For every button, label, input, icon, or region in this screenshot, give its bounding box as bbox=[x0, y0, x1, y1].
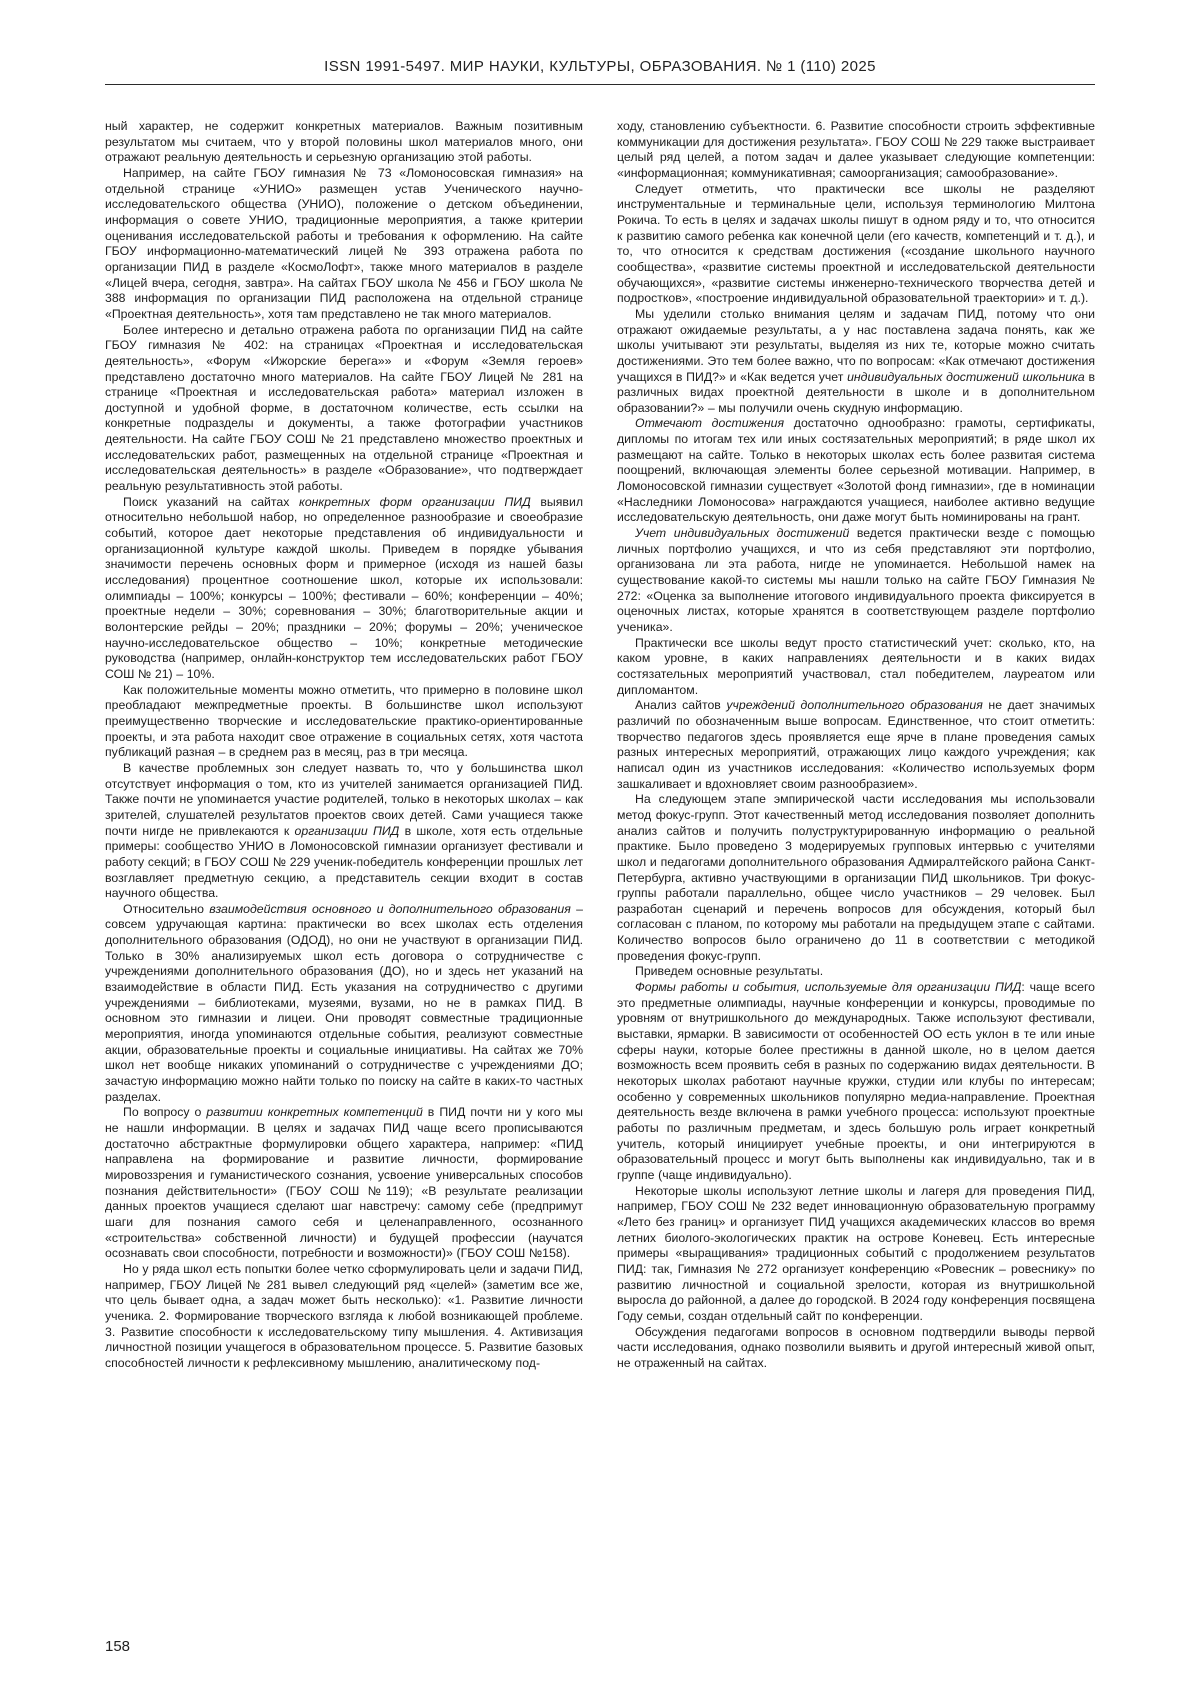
body-text: На следующем этапе эмпирической части исследования мы использовали метод фокус-групп. Этот качественный метод исследования позволяет дополнить анализ сайтов и получить полуструктурированную информацию о реальной практике. Было проведено 3 модерируемых групповых интервью с учителями школ и педагогами дополнительного образования Адмиралтейского района Санкт-Петербурга, активно участвующими в организации ПИД школьников. Три фокус-группы работали параллельно, общее число участников – 29 человек. Был разработан сценарий и перечень вопросов для обсуждения, который был согласован с планом, по которому мы работали на предыдущем этапе с сайтами. Количество вопросов было ограничено до 11 в соответствии с методикой проведения фокус-групп. bbox=[617, 792, 1095, 963]
paragraph bbox=[617, 636, 1095, 699]
page-number: 158 bbox=[105, 1638, 131, 1655]
paragraph bbox=[617, 792, 1095, 964]
body-text: Практически все школы ведут просто статистический учет: сколько, кто, на каком уровне, в каких направлениях деятельности и в каких видах состязательных мероприятий участвовал, стал победителем, лауреатом или дипломантом. bbox=[617, 635, 1095, 697]
article-body bbox=[105, 119, 1095, 1372]
paragraph bbox=[105, 1262, 583, 1372]
paragraph bbox=[105, 323, 583, 495]
body-text: Следует отметить, что практически все школы не разделяют инструментальные и терминальные цели, используя терминологию Милтона Рокича. То есть в целях и задачах школы пишут в одном ряду и то, что относится к развитию самого ребенка как конечной цели (его качеств, компетенций и т. д.), и то, что относится к средствам достижения («создание школьного научного сообщества», «развитие системы проектной и исследовательской деятельности обучающихся», «развитие системы инженерно-технического творчества детей и подростков», «построение индивидуальной образовательной траектории» и т. д.). bbox=[617, 181, 1095, 306]
body-text: Но у ряда школ есть попытки более четко сформулировать цели и задачи ПИД, например, ГБОУ Лицей № 281 вывел следующий ряд «целей» (заметим все же, что цель бывает одна, а задач может быть несколько): «1. Развитие личности ученика. 2. Формирование творческого взгляда к любой возникающей проблеме. 3. Развитие способности к исследовательскому типу мышления. 4. Активизация личностной позиции учащегося в образовательном процессе. 5. Развитие базовых способностей личности к рефлексивному мышлению, аналитическому под- bbox=[105, 1261, 583, 1370]
paragraph bbox=[105, 495, 583, 683]
body-text: достаточно однообразно: грамоты, сертификаты, дипломы по итогам тех или иных состязательных мероприятий; в ряде школ их размещают на сайте. Только в некоторых школах есть более развитая система поощрений, включающая элементы более серьезной мотивации. Например, в Ломоносовской гимназии существует «Золотой фонд гимназии», где в номинации «Наследники Ломоносова» награждаются учащиеся, наиболее активно ведущие исследовательскую деятельность, они даже могут быть номинированы на грант. bbox=[617, 416, 1095, 525]
body-text: не дает значимых различий по обозначенным выше вопросам. Единственное, что стоит отметить: творчество педагогов здесь проявляется еще ярче в плане проведения самых разных интересных мероприятий, отражающих лицо каждого учреждения; как написал один из участников исследования: «Количество используемых форм зашкаливает и вдохновляет своим разнообразием». bbox=[617, 698, 1095, 791]
body-text: в школе, хотя есть отдельные примеры: сообщество УНИО в Ломоносовской гимназии организует фестивали и работу секций; в ГБОУ СОШ № 229 ученик-победитель конференции прошлых лет возглавляет предметную секцию, а представитель секции входит в состав научного общества. bbox=[105, 823, 583, 901]
body-text: в различных видах проектной деятельности в школе и в дополнительном образовании?» – мы получили очень скудную информацию. bbox=[617, 369, 1095, 415]
body-text: ходу, становлению субъектности. 6. Развитие способности строить эффективные коммуникации для достижения результата». ГБОУ СОШ № 229 также выстраивает целый ряд целей, а потом задач и далее указывает следующие компетенции: «информационная; коммуникативная; самоорганизация; самообразование». bbox=[617, 119, 1095, 180]
emphasized-text: индивидуальных достижений школьника bbox=[847, 369, 1085, 384]
emphasized-text: Формы работы и события, используемые для организации ПИД bbox=[635, 980, 1022, 995]
body-text: Более интересно и детально отражена работа по организации ПИД на сайте ГБОУ гимназия № 402: на страницах «Проектная и исследовательская деятельность», «Форум «Ижорские берега»» и «Форум «Земля героев» представлено достаточно много материалов. На сайте ГБОУ Лицей № 281 на странице «Проектная и исследовательская работа» материал изложен в доступной и удобной форме, в достаточном количестве, есть ссылки на конкретные подразделы и документы, а также фотографии участников деятельности. На сайте ГБОУ СОШ № 21 представлено множество проектных и исследовательских работ, размещенных на отдельной странице «Проектная и исследовательская деятельность» в разделе «Образование», что подтверждает реальную результативность этой работы. bbox=[105, 322, 583, 494]
paragraph bbox=[105, 761, 583, 902]
body-text: В качестве проблемных зон следует назвать то, что у большинства школ отсутствует информация о том, кто из учителей занимается организацией ПИД. Также почти не упоминается участие родителей, только в некоторых школах – как зрителей, слушателей результатов проектов своих детей. Сами учащиеся также почти нигде не привлекаются к bbox=[105, 760, 583, 838]
column-left bbox=[105, 119, 583, 1372]
body-text: – совсем удручающая картина: практически во всех школах есть отделения дополнительного образования (ОДОД), но они не участвуют в организации ПИД. Только в 30% анализируемых школ есть договора о сотрудничестве с учреждениями дополнительного образования (ДО), но и здесь нет указаний на взаимодействие в области ПИД. Есть указания на сотрудничество с другими учреждениями – библиотеками, музеями, вузами, но не в рамках ПИД. В основном это гимназии и лицеи. Они проводят совместные традиционные мероприятия, иногда упоминаются отдельные события, реализуют совместные акции, образовательные проекты и социальные инициативы. На сайтах же 70% школ нет вообще никаких упоминаний о сотрудничестве с учреждениями ДО; зачастую информацию можно найти только по поиску на сайте в каких-то частных разделах. bbox=[105, 901, 583, 1104]
body-text: ведется практически везде с помощью личных портфолио учащихся, и что из себя представляют эти портфолио, организована ли эта работа, нигде не упоминается. Небольшой намек на существование какой-то системы мы нашли только на сайте ГБОУ Гимназия № 272: «Оценка за выполнение итогового индивидуального проекта фиксируется в оценочных листах, которые хранятся в соответствующем разделе портфолио ученика». bbox=[617, 526, 1095, 634]
emphasized-text: организации ПИД bbox=[294, 823, 400, 838]
emphasized-text: учреждений дополнительного образования bbox=[726, 698, 983, 713]
body-text: Относительно bbox=[123, 901, 210, 916]
paragraph bbox=[617, 980, 1095, 1184]
paragraph bbox=[617, 182, 1095, 307]
paragraph bbox=[105, 683, 583, 761]
body-text: Анализ сайтов bbox=[635, 698, 727, 713]
paragraph bbox=[105, 119, 583, 166]
emphasized-text: Отмечают достижения bbox=[635, 416, 785, 431]
paragraph bbox=[617, 526, 1095, 636]
body-text: ный характер, не содержит конкретных материалов. Важным позитивным результатом мы считаем, что у второй половины школ материалов много, они отражают реальную деятельность и серьезную организацию этой работы. bbox=[105, 119, 583, 165]
column-right bbox=[617, 119, 1095, 1372]
emphasized-text: взаимодействия основного и дополнительного образования bbox=[209, 901, 571, 916]
body-text: : чаще всего это предметные олимпиады, научные конференции и конкурсы, проводимые по уровням от внутришкольного до международных. Также используют фестивали, выставки, ярмарки. В зависимости от особенностей ОО есть уклон в те или иные сферы науки, которые более престижны в данной школе, но в целом дается возможность всем проявить себя в разных по содержанию видах деятельности. В некоторых школах работают научные кружки, студии или клубы по интересам; особенно у современных школьников популярно медиа-направление. Проектная деятельность везде включена в рамки учебного процесса: используют проектные работы по различным предметам, и здесь большую роль играет конкретный учитель, который инициирует учебные проекты, и они интегрируются в образовательный процесс и могут быть выполнены как индивидуально, так и в группе (чаще индивидуально). bbox=[617, 980, 1095, 1182]
paragraph bbox=[617, 119, 1095, 182]
body-text: Как положительные моменты можно отметить, что примерно в половине школ преобладают межпредметные проекты. В большинстве школ используют преимущественно творческие и исследовательские практико-ориентированные проекты, и эта работа находит свое отражение в социальных сетях, хотя частота публикаций разная – в среднем раз в месяц, раз в три месяца. bbox=[105, 682, 583, 760]
header-rule bbox=[105, 84, 1095, 85]
body-text: Обсуждения педагогами вопросов в основном подтвердили выводы первой части исследования, однако позволили выявить и другой интересный живой опыт, не отраженный на сайтах. bbox=[617, 1324, 1095, 1370]
body-text: Поиск указаний на сайтах bbox=[123, 494, 300, 509]
paragraph bbox=[105, 902, 583, 1106]
body-text: По вопросу о bbox=[123, 1105, 207, 1120]
body-text: Например, на сайте ГБОУ гимназия № 73 «Ломоносовская гимназия» на отдельной странице «УНИО» размещен устав Ученического научно- исследовательского общества (УНИО), положение о детском объединении, информация о совете УНИО, традиционные мероприятия, а также критерии оценивания исследовательской работы и требования к оформлению. На сайте ГБОУ информационно-математический лицей № 393 отражена работа по организации ПИД в разделе «КосмоЛофт», также много материалов в разделе «Лицей вчера, сегодня, завтра». На сайтах ГБОУ школа № 456 и ГБОУ школа № 388 информация по организации ПИД расположена на отдельной странице «Проектная деятельность», хотя там представлено не так много материалов. bbox=[105, 165, 583, 321]
paragraph bbox=[617, 416, 1095, 526]
emphasized-text: развитии конкретных компетенций bbox=[206, 1105, 423, 1120]
body-text: Мы уделили столько внимания целям и задачам ПИД, потому что они отражают ожидаемые результаты, а у нас поставлена задача понять, как же школы учитывают эти результаты, выделяя из них те, которые можно считать достижениями. Это тем более важно, что по вопросам: «Как отмечают достижения учащихся в ПИД?» и «Как ведется учет bbox=[617, 306, 1095, 384]
paragraph bbox=[617, 1325, 1095, 1372]
paragraph bbox=[617, 964, 1095, 980]
body-text: выявил относительно небольшой набор, но определенное разнообразие и своеобразие событий, которое дает некоторые представления об индивидуальности и организационной культуре каждой школы. Приведем в порядке убывания значимости перечень основных форм и примерное (исходя из нашей базы исследования) процентное соотношение школ, которые их использовали: олимпиады – 100%; конкурсы – 100%; фестивали – 60%; конференции – 40%; проектные недели – 30%; соревнования – 30%; благотворительные акции и волонтерские рейды – 20%; праздники – 20%; форумы – 20%; ученическое научно-исследовательское общество – 10%; конкретные методические руководства (например, онлайн-конструктор тем исследовательских работ ГБОУ СОШ № 21) – 10%. bbox=[105, 494, 583, 681]
journal-header: ISSN 1991-5497. МИР НАУКИ, КУЛЬТУРЫ, ОБРАЗОВАНИЯ. № 1 (110) 2025 bbox=[324, 58, 876, 75]
paragraph bbox=[105, 1105, 583, 1262]
emphasized-text: конкретных форм организации ПИД bbox=[299, 494, 531, 509]
emphasized-text: Учет индивидуальных достижений bbox=[635, 526, 850, 541]
paragraph bbox=[105, 166, 583, 323]
paragraph bbox=[617, 1184, 1095, 1325]
body-text: в ПИД почти ни у кого мы не нашли информации. В целях и задачах ПИД чаще всего прописываются достаточно абстрактные формулировки общего характера, например: «ПИД направлена на формирование и развитие личности, формирование мировоззрения и гуманистического сознания, усвоение универсальных способов познания действительности» (ГБОУ СОШ №119); «В результате реализации данных проектов учащиеся сделают шаг навстречу: самому себе (предпримут шаги для познания самого себя и целенаправленного, осознанного «строительства» собственной личности) и будущей профессии (научатся осознавать свои способности, потребности и возможности)» (ГБОУ СОШ №158). bbox=[105, 1105, 584, 1261]
body-text: Некоторые школы используют летние школы и лагеря для проведения ПИД, например, ГБОУ СОШ № 232 ведет инновационную образовательную программу «Лето без границ» и организует ПИД учащихся академических классов во время летних биолого-экологических практик на острове Коневец. Есть интересные примеры «выращивания» традиционных событий с продолжением результатов ПИД: так, Гимназия № 272 организует конференцию «Ровесник – ровеснику» по развитию личностной и социальной зрелости, которая из внутришкольной выросла до районной, а далее до городской. В 2024 году конференция посвящена Году семьи, создан отдельный сайт по конференции. bbox=[617, 1183, 1095, 1323]
body-text: Приведем основные результаты. bbox=[635, 964, 824, 979]
paragraph bbox=[617, 307, 1095, 417]
paragraph bbox=[617, 698, 1095, 792]
